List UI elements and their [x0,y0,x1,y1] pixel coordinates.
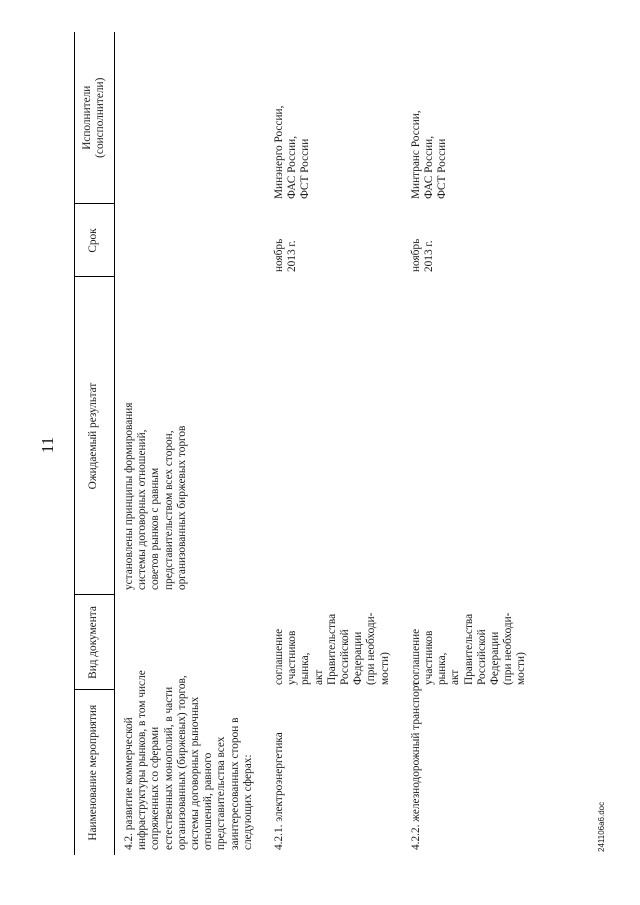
cell-doc-type-line: акт [449,669,462,685]
measures-table [74,32,539,855]
cell-term-line: 2013 г. [423,240,436,272]
cell-expected-result-line: организованных биржевых торгов [175,425,188,590]
cell-doc-type-line: рынка, [299,652,312,685]
cell-doc-type-line: мости) [378,652,391,685]
table-header-row [74,32,115,855]
header-executors-line: Исполнители [80,85,93,150]
cell-term-line: 2013 г. [286,240,299,272]
header-expected-result: Ожидаемый результат [74,277,115,595]
cell-doc-type [402,595,539,690]
cell-executors-line: ФСТ России [299,138,312,199]
page-number: 11 [38,436,57,454]
cell-doc-type-line: Федерации [489,631,502,685]
cell-doc-type-line: (при необходи- [502,612,515,685]
cell-name-line: системы договорных рыночных [189,696,202,850]
cell-executors-line: ФАС России, [286,135,299,199]
cell-doc-type-line: акт [312,669,325,685]
header-executors [74,32,115,204]
cell-expected-result [115,277,266,595]
cell-executors-line: ФАС России, [423,135,436,199]
cell-executors-line: ФСТ России [436,138,449,199]
cell-doc-type-line: Правительства [325,613,338,685]
cell-executors [115,32,266,204]
cell-doc-type-line: Российской [339,629,352,685]
cell-term [115,204,266,277]
cell-doc-type-line: участников [286,630,299,685]
footer-filename: 241106a6.doc [597,801,606,852]
table-row [115,32,266,855]
cell-doc-type-line: соглашение [409,628,422,685]
cell-name-line: следующих сферах: [241,754,254,850]
cell-name [265,690,402,855]
cell-name-line: отношений, равного [202,752,215,850]
cell-term-line: ноябрь [409,238,422,272]
cell-name [115,670,266,855]
cell-doc-type-line: рынка, [436,652,449,685]
cell-executors [402,32,539,204]
cell-doc-type-line: Правительства [462,613,475,685]
cell-name-line: заинтересованных сторон в [228,717,241,850]
cell-doc-type-line: участников [423,630,436,685]
header-name: Наименование мероприятия [74,690,115,855]
cell-name-line: естественных монополий, в части [162,686,175,850]
cell-expected-result [265,277,402,595]
cell-executors-line: Минтранс России, [409,110,422,199]
cell-expected-result [402,277,539,595]
cell-expected-result-line: представительством всех сторон, [162,430,175,590]
cell-term-line: ноябрь [273,238,286,272]
cell-doc-type-line: Российской [475,629,488,685]
cell-name-line: 4.2.2. железнодорожный транспорт [409,680,422,850]
cell-expected-result-line: советов рынков с равным [149,467,162,590]
cell-name-line: 4.2. развитие коммерческой [123,717,135,850]
cell-term [402,204,539,277]
cell-doc-type-line: соглашение [273,628,286,685]
cell-name-line: сопряженных со сферами [149,726,162,850]
cell-name-line: 4.2.1. электроэнергетика [273,732,286,850]
cell-doc-type-line: (при необходи- [365,612,378,685]
header-executors-line: (соисполнители) [94,77,106,158]
cell-doc-type-line: Федерации [352,631,365,685]
table-row [402,32,539,855]
cell-name-line: инфраструктуры рынков, в том числе [136,670,149,850]
cell-executors [265,32,402,204]
cell-name-line: представительства всех [215,736,228,850]
cell-doc-type [265,595,402,690]
cell-name-line: организованных (биржевых) торгов, [175,675,188,850]
table-row [265,32,402,855]
cell-name [402,680,539,855]
header-doc-type: Вид документа [74,595,115,690]
cell-term [265,204,402,277]
cell-expected-result-line: системы договорных отношений, [136,429,149,590]
document-page [30,30,606,860]
cell-doc-type-line: мости) [515,652,528,685]
header-term: Срок [74,204,115,277]
cell-expected-result-line: установлены принципы формирования [123,402,135,590]
cell-executors-line: Минэнерго России, [273,105,286,199]
